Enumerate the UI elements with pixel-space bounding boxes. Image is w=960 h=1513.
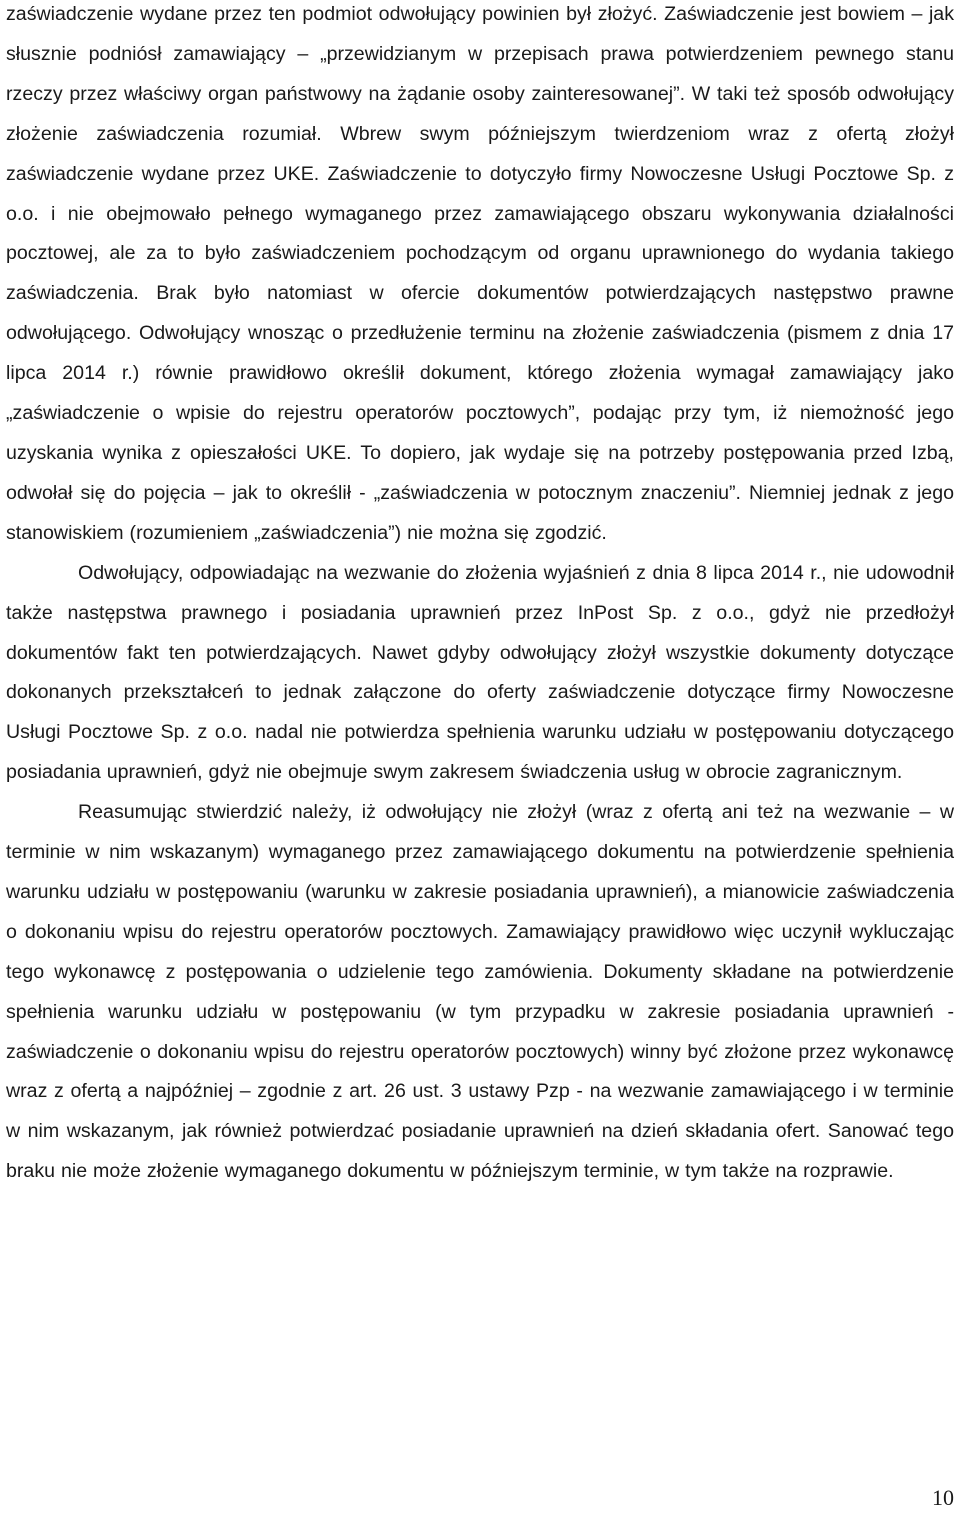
paragraph-1: zaświadczenie wydane przez ten podmiot odwołujący powinien był złożyć. Zaświadczenie jest bowiem – jak słusznie podniósł zamawiający – „przewidzianym w przepisach prawa potwierdzeniem pewnego stanu rzeczy przez właściwy organ państwowy na żądanie osoby zainteresowanej”. W taki też sposób odwołujący złożenie zaświadczenia rozumiał. Wbrew swym późniejszym twierdzeniom wraz z ofertą złożył zaświadczenie wydane przez UKE. Zaświadczenie to dotyczyło firmy Nowoczesne Usługi Pocztowe Sp. z o.o. i nie obejmowało pełnego wymaganego przez zamawiającego obszaru wykonywania działalności pocztowej, ale za to było zaświadczeniem pochodzącym od organu uprawnionego do wydania takiego zaświadczenia. Brak było natomiast w ofercie dokumentów potwierdzających następstwo prawne odwołującego. Odwołujący wnosząc o przedłużenie terminu na złożenie zaświadczenia (pismem z dnia 17 lipca 2014 r.) równie prawidłowo określił dokument, którego złożenia wymagał zamawiający jako „zaświadczenie o wpisie do rejestru operatorów pocztowych”, podając przy tym, iż niemożność jego uzyskania wynika z opieszałości UKE. To dopiero, jak wydaje się na potrzeby postępowania przed Izbą, odwołał się do pojęcia – jak to określił - „zaświadczenia w potocznym znaczeniu”. Niemniej jednak z jego stanowiskiem (rozumieniem „zaświadczenia”) nie można się zgodzić. xyxy=(6,3,954,544)
page-number: 10 xyxy=(932,1485,954,1510)
document-page xyxy=(6,0,954,1192)
paragraph-2: Odwołujący, odpowiadając na wezwanie do złożenia wyjaśnień z dnia 8 lipca 2014 r., nie udowodnił także następstwa prawnego i posiadania uprawnień przez InPost Sp. z o.o., gdyż nie przedłożył dokumentów fakt ten potwierdzających. Nawet gdyby odwołujący złożył wszystkie dokumenty dotyczące dokonanych przekształceń to jednak załączone do oferty zaświadczenie dotyczące firmy Nowoczesne Usługi Pocztowe Sp. z o.o. nadal nie potwierdza spełnienia warunku udziału w postępowaniu dotyczącego posiadania uprawnień, gdyż nie obejmuje swym zakresem świadczenia usług w obrocie zagranicznym. xyxy=(6,561,954,784)
paragraph-3: Reasumując stwierdzić należy, iż odwołujący nie złożył (wraz z ofertą ani też na wezwanie – w terminie w nim wskazanym) wymaganego przez zamawiającego dokumentu na potwierdzenie spełnienia warunku udziału w postępowaniu (warunku w zakresie posiadania uprawnień), a mianowicie zaświadczenia o dokonaniu wpisu do rejestru operatorów pocztowych. Zamawiający prawidłowo więc uczynił wykluczając tego wykonawcę z postępowania o udzielenie tego zamówienia. Dokumenty składane na potwierdzenie spełnienia warunku udziału w postępowaniu (w tym przypadku w zakresie posiadania uprawnień - zaświadczenie o dokonaniu wpisu do rejestru operatorów pocztowych) winny być złożone przez wykonawcę wraz z ofertą a najpóźniej – zgodnie z art. 26 ust. 3 ustawy Pzp - na wezwanie zamawiającego i w terminie w nim wskazanym, jak również potwierdzać posiadanie uprawnień na dzień składania ofert. Sanować tego braku nie może złożenie wymaganego dokumentu w późniejszym terminie, w tym także na rozprawie. xyxy=(6,801,954,1183)
